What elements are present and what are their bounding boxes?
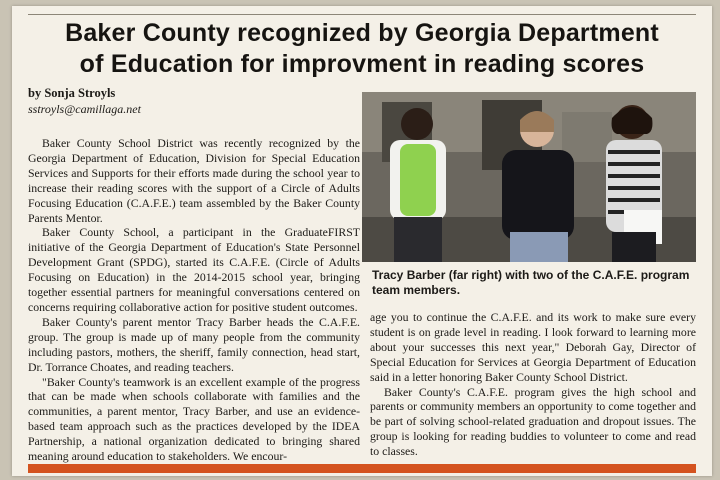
photo-caption: Tracy Barber (far right) with two of the C.A.F.E. program team members. bbox=[372, 268, 690, 297]
article-photo bbox=[362, 92, 696, 262]
byline: by Sonja Stroyls bbox=[28, 86, 116, 100]
paragraph: Baker County School, a participant in the GraduateFIRST initiative of the Georgia Department of Education's State Personnel Development Grant (SPDG), started its C.A.F.E. (Circle of Adults Focusing on Education) in the 2014-2015 school year, bringing together essential partners for meaningful conversations centered on concerns requiring collaborative action for positive student outcomes. bbox=[28, 225, 360, 314]
photo-illustration bbox=[362, 92, 696, 262]
paragraph: Baker County's C.A.F.E. program gives the high school and parents or community members an opportunity to come together and be part of solving school-related graduation and dropout issues. The group is looking for reading buddies to volunteer to come and read to classes. bbox=[370, 384, 696, 459]
author-email: sstroyls@camillaga.net bbox=[28, 102, 141, 116]
newspaper-page bbox=[12, 6, 712, 476]
headline bbox=[28, 18, 696, 80]
left-column bbox=[28, 136, 360, 464]
top-rule bbox=[28, 14, 696, 15]
headline-line-1: Baker County recognized by Georgia Department bbox=[65, 19, 659, 47]
paragraph: age you to continue the C.A.F.E. and its work to make sure every student is on grade level in reading. I look forward to learning more about your successes this next year," Deborah Gay, Director of Special Education for Services at Georgia Department of Education said in a letter honoring Baker County School District. bbox=[370, 310, 696, 384]
right-column bbox=[370, 310, 696, 459]
accent-bar bbox=[28, 464, 696, 473]
headline-line-2: of Education for improvment in reading scores bbox=[79, 50, 645, 78]
paragraph: Baker County's parent mentor Tracy Barber heads the C.A.F.E. group. The group is made up of many people from the community including pastors, mothers, the sheriff, family connection, head start, Dr. Torrance Choates, and reading teachers. bbox=[28, 314, 360, 374]
paragraph: "Baker County's teamwork is an excellent example of the progress that can be made when schools collaborate with families and the communities, a parent mentor, Tracy Barber, and use an evidence-based team approach such as the practices developed by the IDEA Partnership, a national organization dedicated to bringing shared meaning around education to stakeholders. We encour- bbox=[28, 374, 360, 464]
paragraph: Baker County School District was recently recognized by the Georgia Department of Education, Division for Special Education Services and Supports for their efforts made during the school year to increase their reading scores with the support of a Circle of Adults Focusing Education (C.A.F.E.) team assembled by the Baker County Parents Mentor. bbox=[28, 136, 360, 225]
